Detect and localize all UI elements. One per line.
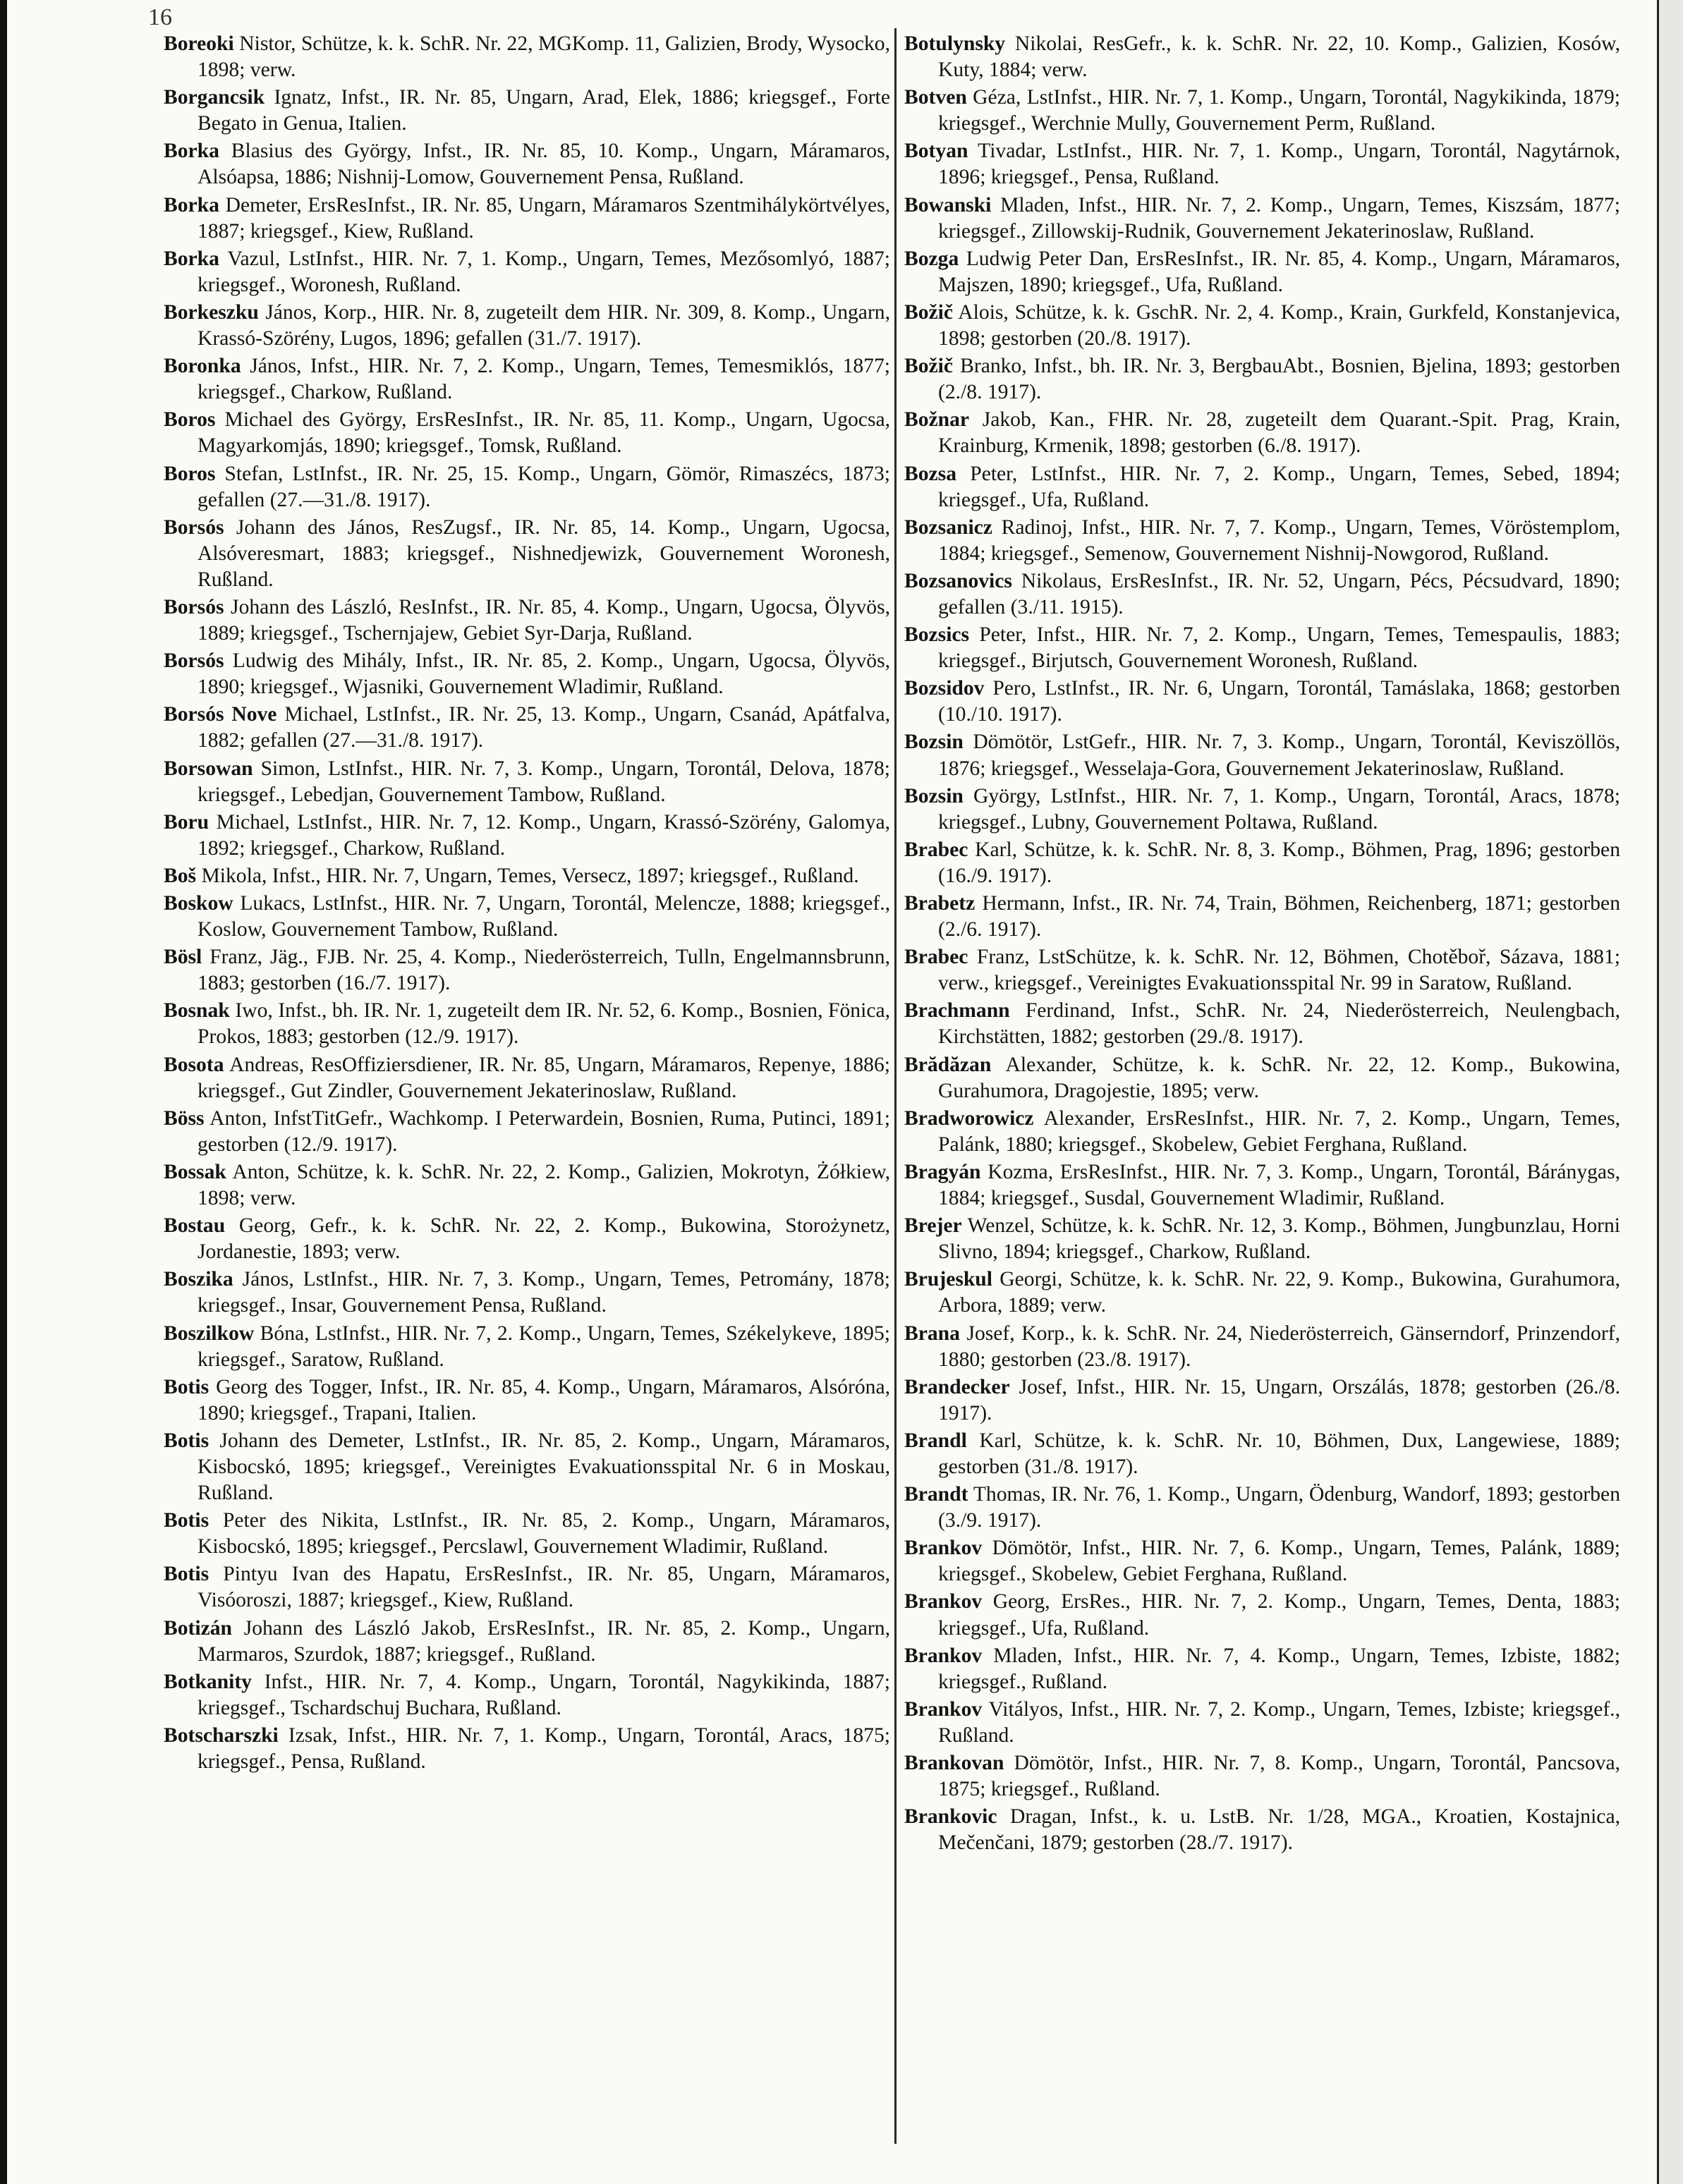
entry-surname: Bossak <box>164 1160 226 1183</box>
entry-details: Peter, Infst., HIR. Nr. 7, 2. Komp., Ungarn, Temes, Temespaulis, 1883; kriegsgef., Birjutsch, Gouvernement Woronesh, Rußland. <box>938 623 1620 673</box>
entry-details: Simon, LstInfst., HIR. Nr. 7, 3. Komp., Ungarn, Torontál, Delova, 1878; kriegsgef., Lebedjan, Gouvernement Tambow, Rußland. <box>198 757 890 806</box>
entry-surname: Borsós <box>164 516 224 539</box>
page-binding-edge <box>0 0 7 2184</box>
entry-surname: Botizán <box>164 1616 233 1640</box>
roster-entry <box>904 246 1620 298</box>
entry-details: Blasius des György, Infst., IR. Nr. 85, 10. Komp., Ungarn, Máramaros, Alsóapsa, 1886; Nishnij-Lomow, Gouvernement Pensa, Rußland. <box>198 140 890 189</box>
entry-surname: Boronka <box>164 355 241 378</box>
entry-details: Michael, LstInfst., IR. Nr. 25, 13. Komp., Ungarn, Csanád, Apátfalva, 1882; gefallen (27.—31./8. 1917). <box>198 703 890 752</box>
entry-details: Dragan, Infst., k. u. LstB. Nr. 1/28, MGA., Kroatien, Kostajnica, Mečenčani, 1879; gestorben (28./7. 1917). <box>938 1805 1620 1855</box>
entry-details: Dömötör, Infst., HIR. Nr. 7, 8. Komp., Ungarn, Torontál, Pancsova, 1875; kriegsgef., Rußland. <box>938 1752 1620 1801</box>
entry-surname: Brejer <box>904 1214 962 1238</box>
entry-surname: Borka <box>164 193 219 216</box>
entry-details: János, Infst., HIR. Nr. 7, 2. Komp., Ungarn, Temes, Temesmiklós, 1877; kriegsgef., Charkow, Rußland. <box>198 355 890 404</box>
entry-surname: Borsós Nove <box>164 703 277 726</box>
roster-entry <box>164 1428 890 1506</box>
entry-details: Géza, LstInfst., HIR. Nr. 7, 1. Komp., Ungarn, Torontál, Nagykikinda, 1879; kriegsgef., Werchnie Mully, Gouvernement Perm, Rußland. <box>938 86 1620 135</box>
roster-entry <box>164 702 890 754</box>
entry-details: Peter des Nikita, LstInfst., IR. Nr. 85, 2. Komp., Ungarn, Máramaros, Kisbocskó, 1895; kriegsgef., Percslawl, Gouvernement Wladimir, Rußland. <box>198 1509 891 1558</box>
entry-surname: Botis <box>164 1429 209 1452</box>
entry-details: Jakob, Kan., FHR. Nr. 28, zugeteilt dem Quarant.-Spit. Prag, Krain, Krainburg, Krmenik, 1898; gestorben (6./8. 1917). <box>938 408 1620 458</box>
entry-surname: Bozsin <box>904 731 964 754</box>
entry-details: Dömötör, LstGefr., HIR. Nr. 7, 3. Komp., Ungarn, Torontál, Keviszöllös, 1876; kriegsgef., Wesselaja-Gora, Gouvernement Jekaterinoslaw, Rußland. <box>938 731 1620 780</box>
roster-entry <box>904 1535 1620 1587</box>
entry-surname: Bozsa <box>904 462 956 485</box>
roster-entry <box>904 1804 1620 1856</box>
entry-surname: Borka <box>164 140 219 163</box>
entry-details: Michael, LstInfst., HIR. Nr. 7, 12. Komp., Ungarn, Krassó-Szörény, Galomya, 1892; kriegsgef., Charkow, Rußland. <box>198 810 890 860</box>
entry-details: Alexander, Schütze, k. k. SchR. Nr. 22, 12. Komp., Bukowina, Gurahumora, Dragojestie, 1895; verw. <box>938 1053 1620 1102</box>
entry-surname: Brandl <box>904 1429 967 1452</box>
roster-entry <box>164 1561 890 1613</box>
entry-surname: Bowanski <box>904 193 992 216</box>
entry-surname: Brădăzan <box>904 1053 992 1076</box>
entry-surname: Bozga <box>904 247 959 270</box>
entry-details: Mladen, Infst., HIR. Nr. 7, 4. Komp., Ungarn, Temes, Izbiste, 1882; kriegsgef., Rußland. <box>938 1644 1620 1693</box>
roster-entry <box>164 407 890 459</box>
roster-entry <box>904 783 1620 836</box>
entry-details: Izsak, Infst., HIR. Nr. 7, 1. Komp., Ungarn, Torontál, Aracs, 1875; kriegsgef., Pensa, Rußland. <box>198 1724 890 1773</box>
entry-surname: Borsós <box>164 595 224 618</box>
roster-entry <box>904 31 1620 83</box>
roster-entry <box>904 407 1620 459</box>
page-number: 16 <box>148 4 172 30</box>
entry-surname: Brankov <box>904 1537 983 1560</box>
roster-entry <box>904 1697 1620 1749</box>
roster-entry <box>164 810 890 862</box>
entry-details: Johann des János, ResZugsf., IR. Nr. 85, 14. Komp., Ungarn, Ugocsa, Alsóveresmart, 1883; kriegsgef., Nishnedjewizk, Gouvernement Woronesh, Rußland. <box>198 516 890 591</box>
entry-surname: Bozsidov <box>904 677 985 700</box>
roster-entry <box>904 1321 1620 1373</box>
entry-details: Georg, Gefr., k. k. SchR. Nr. 22, 2. Komp., Bukowina, Storożynetz, Jordanestie, 1893; verw. <box>198 1214 890 1264</box>
entry-surname: Brankovan <box>904 1752 1004 1774</box>
entry-surname: Bozsanicz <box>904 516 992 539</box>
entry-details: Michael des György, ErsResInfst., IR. Nr. 85, 11. Komp., Ungarn, Ugocsa, Magyarkomjás, 1890; kriegsgef., Tomsk, Rußland. <box>198 408 890 458</box>
left-column <box>164 31 890 1776</box>
entry-surname: Brankov <box>904 1644 983 1667</box>
roster-entry <box>904 622 1620 674</box>
roster-entry <box>904 1750 1620 1802</box>
entry-surname: Brankov <box>904 1590 983 1613</box>
entry-surname: Bozsin <box>904 784 964 807</box>
roster-entry <box>904 729 1620 781</box>
column-divider <box>894 28 897 2144</box>
entry-details: Ludwig Peter Dan, ErsResInfst., IR. Nr. 85, 4. Komp., Ungarn, Máramaros, Majszen, 1890; kriegsgef., Ufa, Rußland. <box>938 247 1621 296</box>
roster-entry <box>164 138 890 190</box>
entry-surname: Brabec <box>904 838 968 861</box>
entry-details: Franz, Jäg., FJB. Nr. 25, 4. Komp., Niederösterreich, Tulln, Engelmannsbrunn, 1883; gestorben (16./7. 1917). <box>198 946 890 995</box>
entry-surname: Brabetz <box>904 892 976 915</box>
entry-surname: Brankov <box>904 1697 983 1721</box>
adjacent-page-edge <box>1657 0 1683 2184</box>
roster-entry <box>164 246 890 298</box>
entry-details: Ferdinand, Infst., SchR. Nr. 24, Niederösterreich, Neulengbach, Kirchstätten, 1882; gestorben (29./8. 1917). <box>938 999 1620 1049</box>
entry-details: Karl, Schütze, k. k. SchR. Nr. 10, Böhmen, Dux, Langewiese, 1889; gestorben (31./8. 1917). <box>938 1429 1621 1478</box>
entry-surname: Botis <box>164 1375 209 1398</box>
entry-surname: Botkanity <box>164 1670 252 1693</box>
roster-entry <box>904 353 1620 405</box>
entry-details: Pero, LstInfst., IR. Nr. 6, Ungarn, Torontál, Tamáslaka, 1868; gestorben (10./10. 1917). <box>938 677 1620 726</box>
roster-entry <box>904 1106 1620 1158</box>
entry-details: Mladen, Infst., HIR. Nr. 7, 2. Komp., Ungarn, Temes, Kiszsám, 1877; kriegsgef., Zillowskij-Rudnik, Gouvernement Jekaterinoslaw, Rußland. <box>938 193 1620 243</box>
roster-entry <box>164 756 890 808</box>
entry-surname: Bösl <box>164 946 202 969</box>
roster-entry <box>904 998 1620 1050</box>
roster-entry <box>164 863 890 889</box>
entry-details: János, LstInfst., HIR. Nr. 7, 3. Komp., Ungarn, Temes, Petromány, 1878; kriegsgef., Insar, Gouvernement Pensa, Rußland. <box>198 1268 890 1317</box>
roster-entry <box>164 1267 890 1319</box>
roster-entry <box>904 1643 1620 1695</box>
entry-surname: Brandt <box>904 1483 968 1506</box>
roster-entry <box>904 1428 1620 1480</box>
entry-surname: Bozsanovics <box>904 569 1012 592</box>
roster-entry <box>164 515 890 593</box>
entry-surname: Brujeskul <box>904 1268 992 1291</box>
entry-details: Josef, Korp., k. k. SchR. Nr. 24, Niederösterreich, Gänserndorf, Prinzendorf, 1880; gestorben (23./8. 1917). <box>938 1322 1620 1371</box>
entry-surname: Botyan <box>904 140 968 163</box>
entry-surname: Boreoki <box>164 32 234 55</box>
roster-entry <box>164 1508 890 1560</box>
entry-surname: Borkeszku <box>164 300 259 324</box>
roster-entry <box>904 1589 1620 1641</box>
right-column <box>904 31 1620 1857</box>
entry-details: Anton, InfstTitGefr., Wachkomp. I Peterwardein, Bosnien, Ruma, Putinci, 1891; gestorben (12./9. 1917). <box>198 1106 891 1156</box>
entry-details: Stefan, LstInfst., IR. Nr. 25, 15. Komp., Ungarn, Gömör, Rimaszécs, 1873; gefallen (27.—31./8. 1917). <box>198 462 890 511</box>
entry-details: Demeter, ErsResInfst., IR. Nr. 85, Ungarn, Máramaros Szentmihálykörtvélyes, 1887; kriegsgef., Kiew, Rußland. <box>198 193 890 243</box>
entry-details: Vitályos, Infst., HIR. Nr. 7, 2. Komp., Ungarn, Temes, Izbiste; kriegsgef., Rußland. <box>938 1697 1620 1747</box>
entry-surname: Božič <box>904 355 954 378</box>
entry-details: Peter, LstInfst., HIR. Nr. 7, 2. Komp., Ungarn, Temes, Sebed, 1894; kriegsgef., Ufa, Rußland. <box>938 462 1620 511</box>
entry-surname: Božnar <box>904 408 970 432</box>
roster-entry <box>904 1213 1620 1265</box>
roster-entry <box>164 998 890 1050</box>
entry-surname: Bosnak <box>164 999 230 1023</box>
entry-details: Georg, ErsRes., HIR. Nr. 7, 2. Komp., Ungarn, Temes, Denta, 1883; kriegsgef., Ufa, Rußland. <box>938 1590 1620 1640</box>
entry-details: Nistor, Schütze, k. k. SchR. Nr. 22, MGKomp. 11, Galizien, Brody, Wysocko, 1898; verw. <box>198 32 890 82</box>
entry-surname: Böss <box>164 1106 205 1130</box>
roster-entry <box>904 515 1620 567</box>
entry-surname: Boszika <box>164 1268 233 1291</box>
entry-surname: Bozsics <box>904 623 970 647</box>
entry-surname: Botven <box>904 86 967 109</box>
entry-details: Branko, Infst., bh. IR. Nr. 3, BergbauAbt., Bosnien, Bjelina, 1893; gestorben (2./8. 1917). <box>938 355 1620 404</box>
entry-surname: Boros <box>164 408 216 432</box>
entry-details: Nikolaus, ErsResInfst., IR. Nr. 52, Ungarn, Pécs, Pécsudvard, 1890; gefallen (3./11. 1915). <box>938 569 1620 618</box>
roster-entry <box>164 1159 890 1212</box>
entry-details: Kozma, ErsResInfst., HIR. Nr. 7, 3. Komp., Ungarn, Torontál, Báránygas, 1884; kriegsgef., Susdal, Gouvernement Wladimir, Rußland. <box>938 1160 1620 1210</box>
roster-entry <box>904 891 1620 943</box>
roster-entry <box>904 85 1620 137</box>
entry-details: Bóna, LstInfst., HIR. Nr. 7, 2. Komp., Ungarn, Temes, Székelykeve, 1895; kriegsgef., Saratow, Rußland. <box>198 1322 890 1371</box>
entry-details: Vazul, LstInfst., HIR. Nr. 7, 1. Komp., Ungarn, Temes, Mezősomlyó, 1887; kriegsgef., Woronesh, Rußland. <box>198 247 890 296</box>
entry-details: Lukacs, LstInfst., HIR. Nr. 7, Ungarn, Torontál, Melencze, 1888; kriegsgef., Koslow, Gouvernement Tambow, Rußland. <box>198 892 890 941</box>
entry-surname: Borka <box>164 247 219 270</box>
roster-entry <box>164 594 890 647</box>
entry-details: Nikolai, ResGefr., k. k. SchR. Nr. 22, 10. Komp., Galizien, Kosów, Kuty, 1884; verw. <box>938 32 1620 82</box>
entry-details: Thomas, IR. Nr. 76, 1. Komp., Ungarn, Ödenburg, Wandorf, 1893; gestorben (3./9. 1917). <box>938 1483 1620 1532</box>
roster-entry <box>164 461 890 513</box>
entry-details: Ignatz, Infst., IR. Nr. 85, Ungarn, Arad, Elek, 1886; kriegsgef., Forte Begato in Genua, Italien. <box>198 86 890 135</box>
roster-entry <box>164 1106 890 1158</box>
entry-surname: Boš <box>164 864 197 887</box>
roster-entry <box>164 85 890 137</box>
entry-surname: Borsowan <box>164 757 253 780</box>
roster-entry <box>164 1213 890 1265</box>
entry-details: Radinoj, Infst., HIR. Nr. 7, 7. Komp., Ungarn, Temes, Vöröstemplom, 1884; kriegsgef., Semenow, Gouvernement Nishnij-Nowgorod, Rußland. <box>938 516 1620 565</box>
entry-details: Karl, Schütze, k. k. SchR. Nr. 8, 3. Komp., Böhmen, Prag, 1896; gestorben (16./9. 1917). <box>938 838 1620 887</box>
entry-details: Alois, Schütze, k. k. GschR. Nr. 2, 4. Komp., Krain, Gurkfeld, Konstanjevica, 1898; gestorben (20./8. 1917). <box>938 300 1620 350</box>
entry-details: János, Korp., HIR. Nr. 8, zugeteilt dem HIR. Nr. 309, 8. Komp., Ungarn, Krassó-Szörény, Lugos, 1896; gefallen (31./7. 1917). <box>198 300 890 350</box>
roster-entry <box>164 1723 890 1775</box>
roster-entry <box>164 1616 890 1668</box>
roster-entry <box>904 300 1620 352</box>
roster-entry <box>164 1669 890 1721</box>
roster-entry <box>164 648 890 700</box>
entry-details: Georg des Togger, Infst., IR. Nr. 85, 4. Komp., Ungarn, Máramaros, Alsóróna, 1890; kriegsgef., Trapani, Italien. <box>198 1375 890 1425</box>
entry-surname: Boros <box>164 462 216 485</box>
entry-surname: Bosota <box>164 1053 224 1076</box>
entry-details: Ludwig des Mihály, Infst., IR. Nr. 85, 2. Komp., Ungarn, Ugocsa, Ölyvös, 1890; kriegsgef., Wjasniki, Gouvernement Wladimir, Rußland. <box>198 649 890 699</box>
roster-entry <box>904 1374 1620 1427</box>
entry-details: György, LstInfst., HIR. Nr. 7, 1. Komp., Ungarn, Torontál, Aracs, 1878; kriegsgef., Lubny, Gouvernement Poltawa, Rußland. <box>938 784 1620 834</box>
entry-surname: Boszilkow <box>164 1322 255 1345</box>
entry-details: Pintyu Ivan des Hapatu, ErsResInfst., IR. Nr. 85, Ungarn, Máramaros, Visóoroszi, 1887; kriegsgef., Kiew, Rußland. <box>198 1563 890 1612</box>
roster-entry <box>164 353 890 405</box>
roster-entry <box>164 891 890 943</box>
entry-details: Infst., HIR. Nr. 7, 4. Komp., Ungarn, Torontál, Nagykikinda, 1887; kriegsgef., Tschardschuj Buchara, Rußland. <box>198 1670 890 1719</box>
entry-details: Hermann, Infst., IR. Nr. 74, Train, Böhmen, Reichenberg, 1871; gestorben (2./6. 1917). <box>938 892 1620 941</box>
entry-surname: Bostau <box>164 1214 226 1238</box>
entry-surname: Borsós <box>164 649 224 673</box>
roster-entry <box>904 193 1620 245</box>
roster-entry <box>904 944 1620 996</box>
entry-surname: Brabec <box>904 946 968 969</box>
entry-details: Johann des Demeter, LstInfst., IR. Nr. 85, 2. Komp., Ungarn, Máramaros, Kisbocskó, 1895; kriegsgef., Vereinigtes Evakuationsspital Nr. 6 in Moskau, Rußland. <box>198 1429 890 1505</box>
roster-entry <box>904 1052 1620 1104</box>
entry-details: Josef, Infst., HIR. Nr. 15, Ungarn, Orszálás, 1878; gestorben (26./8. 1917). <box>938 1375 1620 1425</box>
entry-details: Mikola, Infst., HIR. Nr. 7, Ungarn, Temes, Versecz, 1897; kriegsgef., Rußland. <box>201 864 859 887</box>
entry-surname: Borgancsik <box>164 86 265 109</box>
roster-entry <box>164 1052 890 1104</box>
entry-surname: Brachmann <box>904 999 1010 1023</box>
entry-details: Iwo, Infst., bh. IR. Nr. 1, zugeteilt dem IR. Nr. 52, 6. Komp., Bosnien, Fönica, Prokos, 1883; gestorben (12./9. 1917). <box>198 999 890 1049</box>
entry-details: Alexander, ErsResInfst., HIR. Nr. 7, 2. Komp., Ungarn, Temes, Palánk, 1880; kriegsgef., Skobelew, Gebiet Ferghana, Rußland. <box>938 1106 1620 1156</box>
entry-surname: Božič <box>904 300 954 324</box>
roster-entry <box>164 1374 890 1427</box>
entry-surname: Boskow <box>164 892 233 915</box>
entry-details: Wenzel, Schütze, k. k. SchR. Nr. 12, 3. Komp., Böhmen, Jungbunzlau, Horni Slivno, 1894; kriegsgef., Charkow, Rußland. <box>938 1214 1620 1264</box>
entry-details: Georgi, Schütze, k. k. SchR. Nr. 22, 9. Komp., Bukowina, Gurahumora, Arbora, 1889; verw. <box>938 1268 1620 1317</box>
entry-surname: Brana <box>904 1322 960 1345</box>
entry-surname: Botulynsky <box>904 32 1006 55</box>
entry-surname: Brandecker <box>904 1375 1010 1398</box>
entry-surname: Bradworowicz <box>904 1106 1034 1130</box>
entry-details: Anton, Schütze, k. k. SchR. Nr. 22, 2. Komp., Galizien, Mokrotyn, Żółkiew, 1898; verw. <box>198 1160 890 1210</box>
roster-entry <box>904 568 1620 621</box>
entry-surname: Bragyán <box>904 1160 981 1183</box>
entry-surname: Boru <box>164 810 209 834</box>
roster-entry <box>164 944 890 996</box>
entry-surname: Botis <box>164 1509 209 1532</box>
roster-entry <box>164 193 890 245</box>
roster-entry <box>904 837 1620 889</box>
roster-entry <box>904 1159 1620 1212</box>
roster-entry <box>164 1321 890 1373</box>
entry-surname: Botis <box>164 1563 209 1586</box>
roster-entry <box>164 31 890 83</box>
entry-details: Dömötör, Infst., HIR. Nr. 7, 6. Komp., Ungarn, Temes, Palánk, 1889; kriegsgef., Skobelew, Gebiet Ferghana, Rußland. <box>938 1537 1620 1586</box>
roster-entry <box>904 461 1620 513</box>
roster-entry <box>904 676 1620 728</box>
roster-entry <box>164 300 890 352</box>
entry-details: Johann des László Jakob, ErsResInfst., IR. Nr. 85, 2. Komp., Ungarn, Marmaros, Szurdok, 1887; kriegsgef., Rußland. <box>198 1616 890 1666</box>
entry-details: Johann des László, ResInfst., IR. Nr. 85, 4. Komp., Ungarn, Ugocsa, Ölyvös, 1889; kriegsgef., Tschernjajew, Gebiet Syr-Darja, Rußland. <box>198 595 890 645</box>
entry-details: Andreas, ResOffiziersdiener, IR. Nr. 85, Ungarn, Máramaros, Repenye, 1886; kriegsgef., Gut Zindler, Gouvernement Jekaterinoslaw, Rußland. <box>198 1053 890 1102</box>
roster-entry <box>904 1482 1620 1534</box>
roster-entry <box>904 1267 1620 1319</box>
entry-details: Tivadar, LstInfst., HIR. Nr. 7, 1. Komp., Ungarn, Torontál, Nagytárnok, 1896; kriegsgef., Pensa, Rußland. <box>938 140 1620 189</box>
roster-entry <box>904 138 1620 190</box>
entry-surname: Brankovic <box>904 1805 997 1829</box>
entry-surname: Botscharszki <box>164 1724 279 1747</box>
entry-details: Franz, LstSchütze, k. k. SchR. Nr. 12, Böhmen, Chotěboř, Sázava, 1881; verw., kriegsgef., Vereinigtes Evakuationsspital Nr. 99 in Saratow, Rußland. <box>938 946 1620 995</box>
